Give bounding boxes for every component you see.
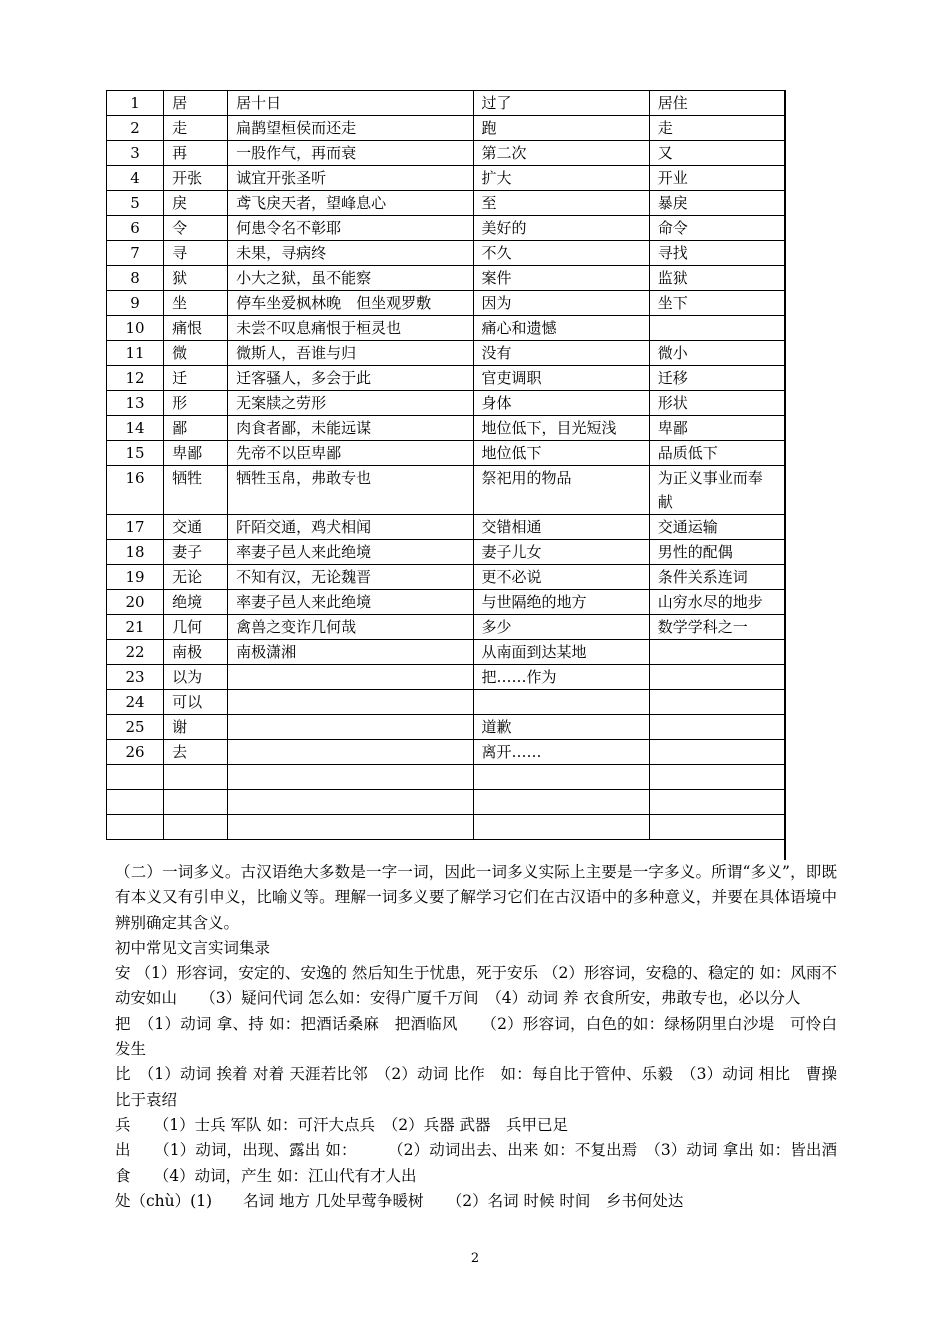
modern-meaning-cell: 迁移 bbox=[649, 366, 785, 391]
word-cell: 寻 bbox=[164, 241, 228, 266]
ancient-meaning-cell: 与世隔绝的地方 bbox=[473, 590, 649, 615]
row-number-cell: 6 bbox=[107, 216, 164, 241]
example-sentence-cell: 未尝不叹息痛恨于桓灵也 bbox=[228, 316, 473, 341]
table-row bbox=[107, 441, 786, 466]
word-cell bbox=[164, 790, 228, 815]
row-number-cell: 24 bbox=[107, 690, 164, 715]
ancient-meaning-cell: 把……作为 bbox=[473, 665, 649, 690]
example-sentence-cell: 率妻子邑人来此绝境 bbox=[228, 540, 473, 565]
table-right-border bbox=[784, 90, 786, 860]
modern-meaning-cell bbox=[649, 316, 785, 341]
example-sentence-cell: 小大之狱，虽不能察 bbox=[228, 266, 473, 291]
row-number-cell: 17 bbox=[107, 515, 164, 540]
ancient-meaning-cell: 跑 bbox=[473, 116, 649, 141]
table-row bbox=[107, 116, 786, 141]
word-cell: 去 bbox=[164, 740, 228, 765]
ancient-meaning-cell: 美好的 bbox=[473, 216, 649, 241]
modern-meaning-cell: 交通运输 bbox=[649, 515, 785, 540]
ancient-meaning-cell: 扩大 bbox=[473, 166, 649, 191]
table-row bbox=[107, 540, 786, 565]
row-number-cell: 14 bbox=[107, 416, 164, 441]
word-cell: 妻子 bbox=[164, 540, 228, 565]
modern-meaning-cell: 寻找 bbox=[649, 241, 785, 266]
word-cell: 狱 bbox=[164, 266, 228, 291]
ancient-meaning-cell: 案件 bbox=[473, 266, 649, 291]
table-row bbox=[107, 366, 786, 391]
row-number-cell bbox=[107, 765, 164, 790]
ancient-meaning-cell: 身体 bbox=[473, 391, 649, 416]
example-sentence-cell: 一股作气，再而衰 bbox=[228, 141, 473, 166]
table-row bbox=[107, 416, 786, 441]
modern-meaning-cell: 监狱 bbox=[649, 266, 785, 291]
modern-meaning-cell: 形状 bbox=[649, 391, 785, 416]
word-cell: 走 bbox=[164, 116, 228, 141]
word-cell: 形 bbox=[164, 391, 228, 416]
modern-meaning-cell: 开业 bbox=[649, 166, 785, 191]
table-row bbox=[107, 166, 786, 191]
row-number-cell: 16 bbox=[107, 466, 164, 515]
row-number-cell: 25 bbox=[107, 715, 164, 740]
table-row bbox=[107, 715, 786, 740]
table-row bbox=[107, 790, 786, 815]
table-row bbox=[107, 391, 786, 416]
table-row bbox=[107, 765, 786, 790]
row-number-cell: 8 bbox=[107, 266, 164, 291]
modern-meaning-cell bbox=[649, 640, 785, 665]
word-cell: 无论 bbox=[164, 565, 228, 590]
example-sentence-cell: 不知有汉，无论魏晋 bbox=[228, 565, 473, 590]
word-cell: 绝境 bbox=[164, 590, 228, 615]
row-number-cell: 1 bbox=[107, 91, 164, 116]
modern-meaning-cell: 卑鄙 bbox=[649, 416, 785, 441]
modern-meaning-cell: 走 bbox=[649, 116, 785, 141]
table-row bbox=[107, 515, 786, 540]
example-sentence-cell: 先帝不以臣卑鄙 bbox=[228, 441, 473, 466]
row-number-cell bbox=[107, 790, 164, 815]
ancient-meaning-cell: 交错相通 bbox=[473, 515, 649, 540]
modern-meaning-cell: 山穷水尽的地步 bbox=[649, 590, 785, 615]
ancient-meaning-cell bbox=[473, 690, 649, 715]
word-cell: 南极 bbox=[164, 640, 228, 665]
ancient-meaning-cell: 因为 bbox=[473, 291, 649, 316]
example-sentence-cell: 居十日 bbox=[228, 91, 473, 116]
table-row bbox=[107, 266, 786, 291]
ancient-meaning-cell: 第二次 bbox=[473, 141, 649, 166]
row-number-cell: 26 bbox=[107, 740, 164, 765]
example-sentence-cell: 扁鹊望桓侯而还走 bbox=[228, 116, 473, 141]
table-row bbox=[107, 216, 786, 241]
vocabulary-table-body bbox=[107, 91, 786, 840]
table-row bbox=[107, 466, 786, 515]
example-sentence-cell: 诚宜开张圣听 bbox=[228, 166, 473, 191]
ancient-meaning-cell: 不久 bbox=[473, 241, 649, 266]
word-cell: 微 bbox=[164, 341, 228, 366]
row-number-cell: 20 bbox=[107, 590, 164, 615]
ancient-meaning-cell: 离开…… bbox=[473, 740, 649, 765]
row-number-cell: 4 bbox=[107, 166, 164, 191]
example-sentence-cell bbox=[228, 715, 473, 740]
row-number-cell bbox=[107, 815, 164, 840]
row-number-cell: 13 bbox=[107, 391, 164, 416]
row-number-cell: 3 bbox=[107, 141, 164, 166]
modern-meaning-cell bbox=[649, 815, 785, 840]
example-sentence-cell: 肉食者鄙，未能远谋 bbox=[228, 416, 473, 441]
ancient-meaning-cell: 多少 bbox=[473, 615, 649, 640]
paragraph-entry-bi: 比 （1）动词 挨着 对着 天涯若比邻 （2）动词 比作 如：每自比于管仲、乐毅 （3）动词 相比 曹操比于袁绍 bbox=[115, 1065, 837, 1109]
modern-meaning-cell: 暴戾 bbox=[649, 191, 785, 216]
word-cell: 交通 bbox=[164, 515, 228, 540]
table-row bbox=[107, 191, 786, 216]
modern-meaning-cell: 数学学科之一 bbox=[649, 615, 785, 640]
example-sentence-cell bbox=[228, 740, 473, 765]
modern-meaning-cell: 命令 bbox=[649, 216, 785, 241]
example-sentence-cell: 禽兽之变诈几何哉 bbox=[228, 615, 473, 640]
modern-meaning-cell bbox=[649, 790, 785, 815]
modern-meaning-cell bbox=[649, 765, 785, 790]
ancient-meaning-cell: 至 bbox=[473, 191, 649, 216]
row-number-cell: 10 bbox=[107, 316, 164, 341]
row-number-cell: 23 bbox=[107, 665, 164, 690]
example-sentence-cell: 何患令名不彰耶 bbox=[228, 216, 473, 241]
example-sentence-cell: 鸢飞戾天者，望峰息心 bbox=[228, 191, 473, 216]
modern-meaning-cell: 品质低下 bbox=[649, 441, 785, 466]
example-sentence-cell bbox=[228, 815, 473, 840]
ancient-meaning-cell: 道歉 bbox=[473, 715, 649, 740]
example-sentence-cell bbox=[228, 690, 473, 715]
ancient-meaning-cell bbox=[473, 815, 649, 840]
row-number-cell: 19 bbox=[107, 565, 164, 590]
table-row bbox=[107, 665, 786, 690]
ancient-meaning-cell: 过了 bbox=[473, 91, 649, 116]
example-sentence-cell bbox=[228, 665, 473, 690]
paragraph-polysemy-intro: （二）一词多义。古汉语绝大多数是一字一词，因此一词多义实际上主要是一字多义。所谓“多义”，即既有本义又有引申义，比喻义等。理解一词多义要了解学习它们在古汉语中的多种意义，并要在具体语境中辨别确定其含义。 bbox=[115, 863, 837, 932]
row-number-cell: 18 bbox=[107, 540, 164, 565]
table-row bbox=[107, 640, 786, 665]
table-row bbox=[107, 740, 786, 765]
paragraph-entry-chu: 出 （1）动词，出现、露出 如： （2）动词出去、出来 如：不复出焉 （3）动词 拿出 如：皆出酒食 （4）动词，产生 如：江山代有才人出 bbox=[115, 1141, 837, 1185]
word-cell: 痛恨 bbox=[164, 316, 228, 341]
modern-meaning-cell bbox=[649, 690, 785, 715]
example-sentence-cell: 停车坐爱枫林晚 但坐观罗敷 bbox=[228, 291, 473, 316]
table-row bbox=[107, 316, 786, 341]
word-cell: 几何 bbox=[164, 615, 228, 640]
ancient-meaning-cell bbox=[473, 765, 649, 790]
body-text bbox=[115, 860, 837, 1214]
modern-meaning-cell: 男性的配偶 bbox=[649, 540, 785, 565]
ancient-meaning-cell: 官吏调职 bbox=[473, 366, 649, 391]
word-cell: 开张 bbox=[164, 166, 228, 191]
ancient-meaning-cell bbox=[473, 790, 649, 815]
page-number: 2 bbox=[470, 1251, 480, 1266]
row-number-cell: 11 bbox=[107, 341, 164, 366]
word-cell: 牺牲 bbox=[164, 466, 228, 515]
word-cell: 居 bbox=[164, 91, 228, 116]
row-number-cell: 7 bbox=[107, 241, 164, 266]
table-row bbox=[107, 565, 786, 590]
vocabulary-table bbox=[106, 90, 786, 840]
modern-meaning-cell: 微小 bbox=[649, 341, 785, 366]
word-cell: 坐 bbox=[164, 291, 228, 316]
table-row bbox=[107, 590, 786, 615]
modern-meaning-cell bbox=[649, 740, 785, 765]
table-row bbox=[107, 141, 786, 166]
modern-meaning-cell: 坐下 bbox=[649, 291, 785, 316]
ancient-meaning-cell: 从南面到达某地 bbox=[473, 640, 649, 665]
ancient-meaning-cell: 妻子儿女 bbox=[473, 540, 649, 565]
ancient-meaning-cell: 更不必说 bbox=[473, 565, 649, 590]
paragraph-section-title: 初中常见文言实词集录 bbox=[115, 938, 271, 957]
paragraph-entry-chu-place: 处（chù）(1) 名词 地方 几处早莺争暖树 （2）名词 时候 时间 乡书何处达 bbox=[115, 1191, 684, 1210]
modern-meaning-cell: 为正义事业而奉献 bbox=[649, 466, 785, 515]
ancient-meaning-cell: 地位低下，目光短浅 bbox=[473, 416, 649, 441]
row-number-cell: 12 bbox=[107, 366, 164, 391]
ancient-meaning-cell: 没有 bbox=[473, 341, 649, 366]
example-sentence-cell bbox=[228, 765, 473, 790]
row-number-cell: 5 bbox=[107, 191, 164, 216]
example-sentence-cell: 迁客骚人，多会于此 bbox=[228, 366, 473, 391]
word-cell: 迁 bbox=[164, 366, 228, 391]
example-sentence-cell: 阡陌交通，鸡犬相闻 bbox=[228, 515, 473, 540]
paragraph-entry-ba: 把 （1）动词 拿、持 如：把酒话桑麻 把酒临风 （2）形容词，白色的如：绿杨阴里白沙堤 可怜白发生 bbox=[115, 1014, 837, 1059]
modern-meaning-cell bbox=[649, 715, 785, 740]
example-sentence-cell: 无案牍之劳形 bbox=[228, 391, 473, 416]
word-cell: 鄙 bbox=[164, 416, 228, 441]
table-row bbox=[107, 341, 786, 366]
row-number-cell: 21 bbox=[107, 615, 164, 640]
row-number-cell: 9 bbox=[107, 291, 164, 316]
row-number-cell: 15 bbox=[107, 441, 164, 466]
row-number-cell: 2 bbox=[107, 116, 164, 141]
table-row bbox=[107, 615, 786, 640]
modern-meaning-cell bbox=[649, 665, 785, 690]
example-sentence-cell: 率妻子邑人来此绝境 bbox=[228, 590, 473, 615]
paragraph-entry-bing: 兵 （1）士兵 军队 如：可汗大点兵 （2）兵器 武器 兵甲已足 bbox=[115, 1115, 569, 1134]
ancient-meaning-cell: 地位低下 bbox=[473, 441, 649, 466]
example-sentence-cell: 未果，寻病终 bbox=[228, 241, 473, 266]
example-sentence-cell: 南极潇湘 bbox=[228, 640, 473, 665]
table-row bbox=[107, 815, 786, 840]
modern-meaning-cell: 又 bbox=[649, 141, 785, 166]
modern-meaning-cell: 条件关系连词 bbox=[649, 565, 785, 590]
word-cell: 令 bbox=[164, 216, 228, 241]
paragraph-entry-an: 安 （1）形容词，安定的、安逸的 然后知生于忧患，死于安乐 （2）形容词，安稳的、稳定的 如：风雨不动安如山 （3）疑问代词 怎么如：安得广厦千万间 （4）动词 养 衣食所安，弗敢专也，必以分人 bbox=[115, 964, 837, 1008]
ancient-meaning-cell: 祭祀用的物品 bbox=[473, 466, 649, 515]
word-cell: 以为 bbox=[164, 665, 228, 690]
word-cell: 谢 bbox=[164, 715, 228, 740]
word-cell: 戾 bbox=[164, 191, 228, 216]
ancient-meaning-cell: 痛心和遗憾 bbox=[473, 316, 649, 341]
example-sentence-cell bbox=[228, 790, 473, 815]
table-row bbox=[107, 690, 786, 715]
example-sentence-cell: 微斯人，吾谁与归 bbox=[228, 341, 473, 366]
modern-meaning-cell: 居住 bbox=[649, 91, 785, 116]
table-row bbox=[107, 241, 786, 266]
word-cell: 再 bbox=[164, 141, 228, 166]
word-cell: 卑鄙 bbox=[164, 441, 228, 466]
table-row bbox=[107, 291, 786, 316]
example-sentence-cell: 牺牲玉帛，弗敢专也 bbox=[228, 466, 473, 515]
word-cell bbox=[164, 815, 228, 840]
word-cell bbox=[164, 765, 228, 790]
row-number-cell: 22 bbox=[107, 640, 164, 665]
table-row bbox=[107, 91, 786, 116]
word-cell: 可以 bbox=[164, 690, 228, 715]
